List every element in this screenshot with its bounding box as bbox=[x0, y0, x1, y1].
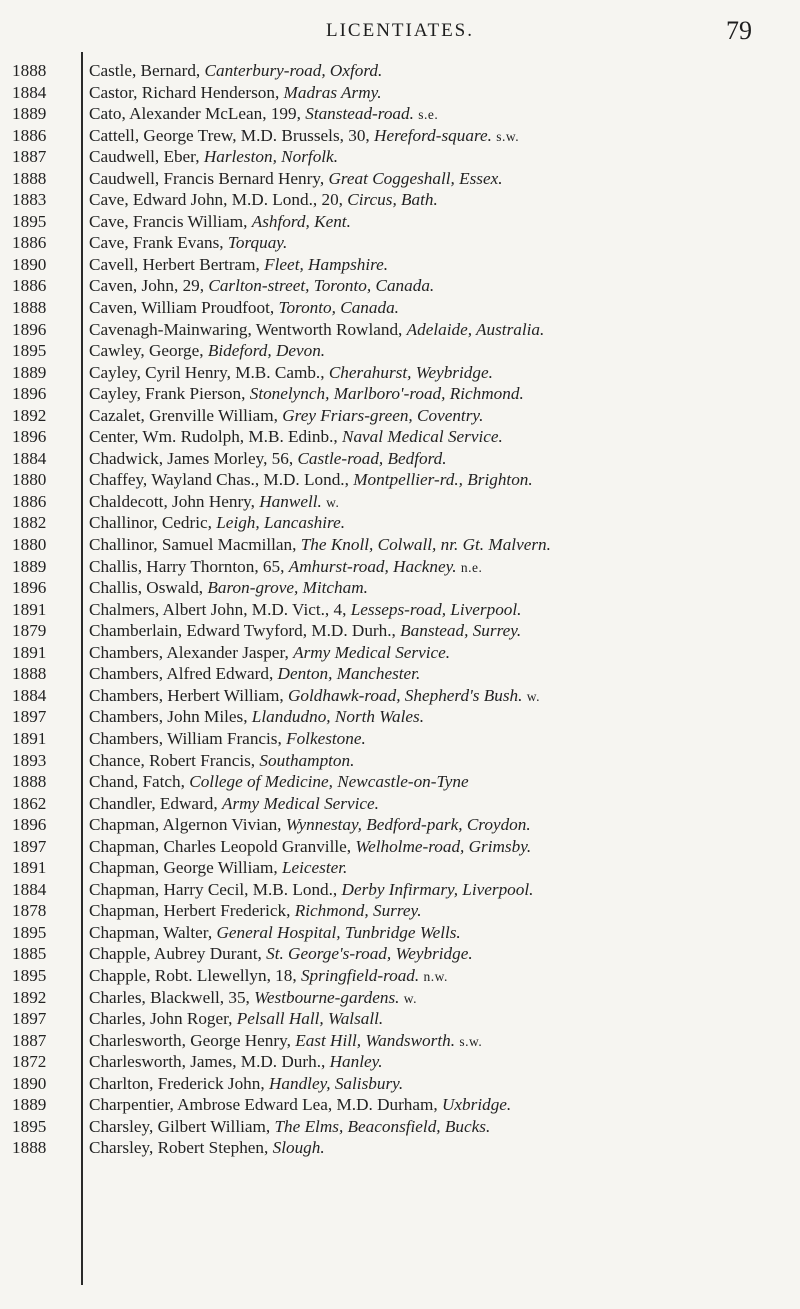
list-item bbox=[0, 426, 800, 448]
entry-year: 1884 bbox=[12, 685, 47, 705]
entry-text bbox=[89, 663, 792, 685]
entry-text bbox=[89, 987, 792, 1010]
entry-address: Adelaide, Australia. bbox=[406, 319, 545, 339]
entry-address: Southampton. bbox=[259, 750, 355, 770]
entry-district: n.e. bbox=[460, 559, 483, 575]
entry-address: Banstead, Surrey. bbox=[400, 621, 522, 641]
entry-address: Wynnestay, Bedford-park, Croydon. bbox=[285, 815, 531, 835]
entry-name: Chadwick, James Morley, 56, bbox=[89, 448, 298, 468]
entry-year: 1897 bbox=[12, 836, 47, 856]
entry-name: Cazalet, Grenville William, bbox=[89, 405, 283, 425]
entry-year: 1889 bbox=[12, 104, 47, 124]
entry-text bbox=[89, 685, 792, 708]
entry-year: 1895 bbox=[12, 965, 47, 985]
entry-address: St. George's-road, Weybridge. bbox=[266, 944, 473, 964]
entry-text bbox=[89, 469, 792, 491]
entry-year: 1888 bbox=[12, 298, 47, 318]
entry-year: 1884 bbox=[12, 448, 47, 468]
entry-text bbox=[89, 1094, 792, 1116]
entry-address: Harleston, Norfolk. bbox=[203, 147, 338, 167]
list-item bbox=[0, 599, 800, 621]
entry-name: Chance, Robert Francis, bbox=[89, 750, 260, 770]
entry-address: Stonelynch, Marlboro'-road, Richmond. bbox=[249, 384, 524, 404]
entry-text bbox=[89, 836, 792, 858]
entry-text bbox=[89, 1030, 792, 1053]
entry-district: n.w. bbox=[423, 968, 448, 984]
entry-name: Cattell, George Trew, M.D. Brussels, 30, bbox=[89, 125, 375, 145]
entry-name: Chand, Fatch, bbox=[89, 772, 190, 792]
entry-text bbox=[89, 448, 792, 470]
entry-text bbox=[89, 879, 792, 901]
entry-year: 1878 bbox=[12, 901, 47, 921]
entry-text bbox=[89, 211, 792, 233]
list-item bbox=[0, 1094, 800, 1116]
entry-name: Challinor, Cedric, bbox=[89, 513, 217, 533]
entry-year: 1890 bbox=[12, 254, 47, 274]
entry-year: 1891 bbox=[12, 728, 47, 748]
entry-text bbox=[89, 383, 792, 405]
entry-address: Ashford, Kent. bbox=[251, 211, 351, 231]
entry-year: 1889 bbox=[12, 1095, 47, 1115]
entry-address: Goldhawk-road, Shepherd's Bush. bbox=[287, 685, 523, 705]
list-item bbox=[0, 1051, 800, 1073]
entry-year: 1886 bbox=[12, 125, 47, 145]
entry-address: Toronto, Canada. bbox=[278, 298, 399, 318]
entry-name: Chambers, John Miles, bbox=[89, 707, 252, 727]
entry-address: Leigh, Lancashire. bbox=[216, 513, 345, 533]
list-item bbox=[0, 965, 800, 987]
entry-address: Springfield-road. bbox=[300, 965, 420, 985]
entry-address: Uxbridge. bbox=[442, 1095, 512, 1115]
page-number: 79 bbox=[726, 16, 752, 45]
entry-year: 1895 bbox=[12, 211, 47, 231]
list-item bbox=[0, 900, 800, 922]
entry-district: s.e. bbox=[418, 107, 439, 123]
entry-text bbox=[89, 340, 792, 362]
entry-text bbox=[89, 1051, 792, 1073]
list-item bbox=[0, 189, 800, 211]
entry-name: Charlesworth, George Henry, bbox=[89, 1030, 296, 1050]
entry-name: Chapman, Walter, bbox=[89, 922, 217, 942]
list-item bbox=[0, 103, 800, 125]
list-item bbox=[0, 534, 800, 556]
entry-name: Chalmers, Albert John, M.D. Vict., 4, bbox=[89, 599, 351, 619]
entry-year: 1893 bbox=[12, 750, 47, 770]
entry-text bbox=[89, 857, 792, 879]
entry-address: Welholme-road, Grimsby. bbox=[355, 836, 532, 856]
entry-year: 1885 bbox=[12, 944, 47, 964]
entry-name: Cavenagh-Mainwaring, Wentworth Rowland, bbox=[89, 319, 407, 339]
entry-address: Stanstead-road. bbox=[305, 104, 414, 124]
entry-name: Cawley, George, bbox=[89, 341, 208, 361]
entry-district: s.w. bbox=[496, 128, 520, 144]
list-item bbox=[0, 706, 800, 728]
entry-text bbox=[89, 82, 792, 104]
entry-address: Lesseps-road, Liverpool. bbox=[350, 599, 522, 619]
entry-address: Fleet, Hampshire. bbox=[264, 254, 389, 274]
entry-year: 1883 bbox=[12, 190, 47, 210]
entry-text bbox=[89, 943, 792, 965]
entry-name: Charsley, Gilbert William, bbox=[89, 1116, 275, 1136]
entry-name: Chapman, Algernon Vivian, bbox=[89, 815, 286, 835]
entry-text bbox=[89, 362, 792, 384]
entry-address: Leicester. bbox=[281, 858, 348, 878]
entry-text bbox=[89, 512, 792, 534]
entry-text bbox=[89, 1073, 792, 1095]
list-item bbox=[0, 1116, 800, 1138]
entry-name: Castle, Bernard, bbox=[89, 61, 205, 80]
list-item bbox=[0, 987, 800, 1009]
entry-name: Cave, Edward John, M.D. Lond., 20, bbox=[89, 190, 348, 210]
entry-name: Chambers, Alexander Jasper, bbox=[89, 642, 294, 662]
entry-district: s.w. bbox=[459, 1033, 483, 1049]
entry-text bbox=[89, 103, 792, 126]
entry-year: 1896 bbox=[12, 319, 47, 339]
entry-year: 1888 bbox=[12, 772, 47, 792]
entry-name: Cave, Frank Evans, bbox=[89, 233, 228, 253]
entry-name: Chambers, Alfred Edward, bbox=[89, 664, 278, 684]
entry-name: Challis, Harry Thornton, 65, bbox=[89, 556, 289, 576]
entry-text bbox=[89, 556, 792, 579]
list-item bbox=[0, 362, 800, 384]
entry-address: General Hospital, Tunbridge Wells. bbox=[216, 922, 461, 942]
entry-year: 1886 bbox=[12, 276, 47, 296]
entry-address: Denton, Manchester. bbox=[277, 664, 421, 684]
entry-address: East Hill, Wandsworth. bbox=[295, 1030, 456, 1050]
entry-text bbox=[89, 405, 792, 427]
entry-year: 1879 bbox=[12, 621, 47, 641]
entry-address: Madras Army. bbox=[283, 82, 382, 102]
entry-address: Castle-road, Bedford. bbox=[297, 448, 447, 468]
entry-name: Chapple, Aubrey Durant, bbox=[89, 944, 267, 964]
entry-address: Baron-grove, Mitcham. bbox=[207, 578, 368, 598]
entry-address: The Elms, Beaconsfield, Bucks. bbox=[274, 1116, 491, 1136]
running-title: LICENTIATES. bbox=[325, 20, 474, 41]
entry-address: Carlton-street, Toronto, Canada. bbox=[208, 276, 435, 296]
entry-text bbox=[89, 814, 792, 836]
entry-text bbox=[89, 577, 792, 599]
entry-year: 1888 bbox=[12, 61, 47, 80]
list-item bbox=[0, 620, 800, 642]
list-item bbox=[0, 405, 800, 427]
entry-year: 1895 bbox=[12, 341, 47, 361]
entry-year: 1896 bbox=[12, 815, 47, 835]
list-item bbox=[0, 297, 800, 319]
entry-year: 1897 bbox=[12, 707, 47, 727]
list-item bbox=[0, 232, 800, 254]
entry-name: Challis, Oswald, bbox=[89, 578, 208, 598]
entry-year: 1889 bbox=[12, 556, 47, 576]
entry-address: Amhurst-road, Hackney. bbox=[288, 556, 457, 576]
entry-year: 1889 bbox=[12, 362, 47, 382]
entry-name: Charsley, Robert Stephen, bbox=[89, 1138, 273, 1158]
entry-year: 1884 bbox=[12, 879, 47, 899]
list-item bbox=[0, 448, 800, 470]
list-item bbox=[0, 125, 800, 147]
entry-name: Charlton, Frederick John, bbox=[89, 1073, 269, 1093]
entry-text bbox=[89, 793, 792, 815]
list-item bbox=[0, 1073, 800, 1095]
entry-name: Charles, John Roger, bbox=[89, 1009, 237, 1029]
entry-text bbox=[89, 750, 792, 772]
entry-text bbox=[89, 189, 792, 211]
entry-year: 1897 bbox=[12, 1009, 47, 1029]
entry-year: 1880 bbox=[12, 470, 47, 490]
entry-name: Challinor, Samuel Macmillan, bbox=[89, 535, 301, 555]
entry-text bbox=[89, 599, 792, 621]
entry-year: 1880 bbox=[12, 535, 47, 555]
entry-text bbox=[89, 1116, 792, 1138]
entry-address: Army Medical Service. bbox=[293, 642, 451, 662]
entry-text bbox=[89, 125, 792, 148]
list-item bbox=[0, 512, 800, 534]
entry-year: 1888 bbox=[12, 664, 47, 684]
list-item bbox=[0, 685, 800, 707]
entry-name: Chandler, Edward, bbox=[89, 793, 222, 813]
entry-year: 1896 bbox=[12, 578, 47, 598]
list-item bbox=[0, 491, 800, 513]
entry-name: Cavell, Herbert Bertram, bbox=[89, 254, 265, 274]
entry-text bbox=[89, 297, 792, 319]
entry-address: College of Medicine, Newcastle-on-Tyne bbox=[189, 772, 469, 792]
entry-address: Hanwell. bbox=[259, 491, 322, 511]
entry-address: Army Medical Service. bbox=[221, 793, 379, 813]
entry-address: The Knoll, Colwall, nr. Gt. Malvern. bbox=[300, 535, 551, 555]
entry-name: Chapman, Harry Cecil, M.B. Lond., bbox=[89, 879, 342, 899]
entry-name: Cato, Alexander McLean, 199, bbox=[89, 104, 306, 124]
list-item bbox=[0, 728, 800, 750]
entry-text bbox=[89, 275, 792, 297]
list-item bbox=[0, 556, 800, 578]
list-item bbox=[0, 943, 800, 965]
entry-text bbox=[89, 1137, 792, 1159]
list-item bbox=[0, 793, 800, 815]
entry-district: w. bbox=[403, 990, 417, 1006]
entry-year: 1892 bbox=[12, 405, 47, 425]
entry-name: Charles, Blackwell, 35, bbox=[89, 987, 255, 1007]
entry-name: Charlesworth, James, M.D. Durh., bbox=[89, 1052, 330, 1072]
entry-address: Hanley. bbox=[329, 1052, 383, 1072]
entry-name: Center, Wm. Rudolph, M.B. Edinb., bbox=[89, 427, 342, 447]
entry-address: Bideford, Devon. bbox=[207, 341, 326, 361]
entry-text bbox=[89, 900, 792, 922]
entry-year: 1891 bbox=[12, 599, 47, 619]
entry-address: Handley, Salisbury. bbox=[268, 1073, 404, 1093]
entry-name: Caven, William Proudfoot, bbox=[89, 298, 279, 318]
entry-name: Cave, Francis William, bbox=[89, 211, 252, 231]
entry-address: Pelsall Hall, Walsall. bbox=[236, 1009, 384, 1029]
entry-name: Caudwell, Francis Bernard Henry, bbox=[89, 168, 329, 188]
entry-address: Montpellier-rd., Brighton. bbox=[353, 470, 533, 490]
list-item bbox=[0, 922, 800, 944]
list-item bbox=[0, 60, 800, 82]
entry-name: Chapman, Herbert Frederick, bbox=[89, 901, 295, 921]
entry-district: w. bbox=[526, 688, 540, 704]
entry-text bbox=[89, 168, 792, 190]
entry-name: Chambers, William Francis, bbox=[89, 728, 287, 748]
licentiates-list bbox=[0, 60, 800, 1159]
entry-address: Folkestone. bbox=[286, 728, 366, 748]
entry-name: Charpentier, Ambrose Edward Lea, M.D. Durham, bbox=[89, 1095, 442, 1115]
entry-year: 1896 bbox=[12, 427, 47, 447]
entry-name: Chapman, George William, bbox=[89, 858, 282, 878]
list-item bbox=[0, 1137, 800, 1159]
entry-text bbox=[89, 426, 792, 448]
entry-year: 1890 bbox=[12, 1073, 47, 1093]
entry-address: Naval Medical Service. bbox=[341, 427, 503, 447]
entry-text bbox=[89, 728, 792, 750]
entry-year: 1884 bbox=[12, 82, 47, 102]
entry-address: Westbourne-gardens. bbox=[254, 987, 400, 1007]
entry-year: 1887 bbox=[12, 1030, 47, 1050]
list-item bbox=[0, 1030, 800, 1052]
entry-address: Cherahurst, Weybridge. bbox=[328, 362, 493, 382]
entry-address: Grey Friars-green, Coventry. bbox=[282, 405, 484, 425]
list-item bbox=[0, 642, 800, 664]
entry-address: Richmond, Surrey. bbox=[294, 901, 422, 921]
entry-text bbox=[89, 771, 792, 793]
entry-year: 1872 bbox=[12, 1052, 47, 1072]
entry-year: 1886 bbox=[12, 233, 47, 253]
entry-name: Chaldecott, John Henry, bbox=[89, 491, 260, 511]
entry-name: Caven, John, 29, bbox=[89, 276, 209, 296]
entry-year: 1888 bbox=[12, 168, 47, 188]
entry-address: Circus, Bath. bbox=[347, 190, 438, 210]
list-item bbox=[0, 1008, 800, 1030]
entry-name: Caudwell, Eber, bbox=[89, 147, 204, 167]
entry-address: Torquay. bbox=[227, 233, 288, 253]
entry-text bbox=[89, 534, 792, 556]
entry-name: Chapman, Charles Leopold Granville, bbox=[89, 836, 356, 856]
list-item bbox=[0, 771, 800, 793]
entry-name: Chambers, Herbert William, bbox=[89, 685, 288, 705]
entry-address: Derby Infirmary, Liverpool. bbox=[341, 879, 534, 899]
entry-text bbox=[89, 491, 792, 514]
entry-year: 1882 bbox=[12, 513, 47, 533]
list-item bbox=[0, 82, 800, 104]
entry-year: 1887 bbox=[12, 147, 47, 167]
list-item bbox=[0, 319, 800, 341]
list-item bbox=[0, 577, 800, 599]
entry-year: 1886 bbox=[12, 491, 47, 511]
list-item bbox=[0, 836, 800, 858]
entry-text bbox=[89, 146, 792, 168]
entry-text bbox=[89, 706, 792, 728]
entry-text bbox=[89, 642, 792, 664]
list-item bbox=[0, 469, 800, 491]
entry-text bbox=[89, 1008, 792, 1030]
entry-year: 1888 bbox=[12, 1138, 47, 1158]
list-item bbox=[0, 146, 800, 168]
entry-year: 1891 bbox=[12, 642, 47, 662]
entry-year: 1891 bbox=[12, 858, 47, 878]
list-item bbox=[0, 254, 800, 276]
entry-address: Great Coggeshall, Essex. bbox=[328, 168, 503, 188]
entry-name: Chaffey, Wayland Chas., M.D. Lond., bbox=[89, 470, 354, 490]
list-item bbox=[0, 814, 800, 836]
list-item bbox=[0, 663, 800, 685]
entry-text bbox=[89, 254, 792, 276]
page-header bbox=[0, 16, 800, 46]
entry-name: Cayley, Frank Pierson, bbox=[89, 384, 250, 404]
entry-text bbox=[89, 965, 792, 988]
entry-name: Chapple, Robt. Llewellyn, 18, bbox=[89, 965, 301, 985]
entry-text bbox=[89, 232, 792, 254]
list-item bbox=[0, 750, 800, 772]
entry-year: 1862 bbox=[12, 793, 47, 813]
entry-address: Slough. bbox=[272, 1138, 325, 1158]
list-item bbox=[0, 340, 800, 362]
list-item bbox=[0, 857, 800, 879]
entry-name: Castor, Richard Henderson, bbox=[89, 82, 284, 102]
entry-address: Canterbury-road, Oxford. bbox=[204, 61, 383, 80]
entry-year: 1895 bbox=[12, 922, 47, 942]
entry-year: 1896 bbox=[12, 384, 47, 404]
list-item bbox=[0, 275, 800, 297]
entry-text bbox=[89, 620, 792, 642]
list-item bbox=[0, 211, 800, 233]
list-item bbox=[0, 168, 800, 190]
entry-name: Chamberlain, Edward Twyford, M.D. Durh., bbox=[89, 621, 401, 641]
entry-address: Hereford-square. bbox=[374, 125, 492, 145]
entry-year: 1895 bbox=[12, 1116, 47, 1136]
entry-text bbox=[89, 922, 792, 944]
entry-year: 1892 bbox=[12, 987, 47, 1007]
list-item bbox=[0, 383, 800, 405]
list-item bbox=[0, 879, 800, 901]
entry-district: w. bbox=[326, 494, 340, 510]
entry-name: Cayley, Cyril Henry, M.B. Camb., bbox=[89, 362, 329, 382]
entry-text bbox=[89, 60, 792, 82]
entry-text bbox=[89, 319, 792, 341]
entry-address: Llandudno, North Wales. bbox=[251, 707, 425, 727]
